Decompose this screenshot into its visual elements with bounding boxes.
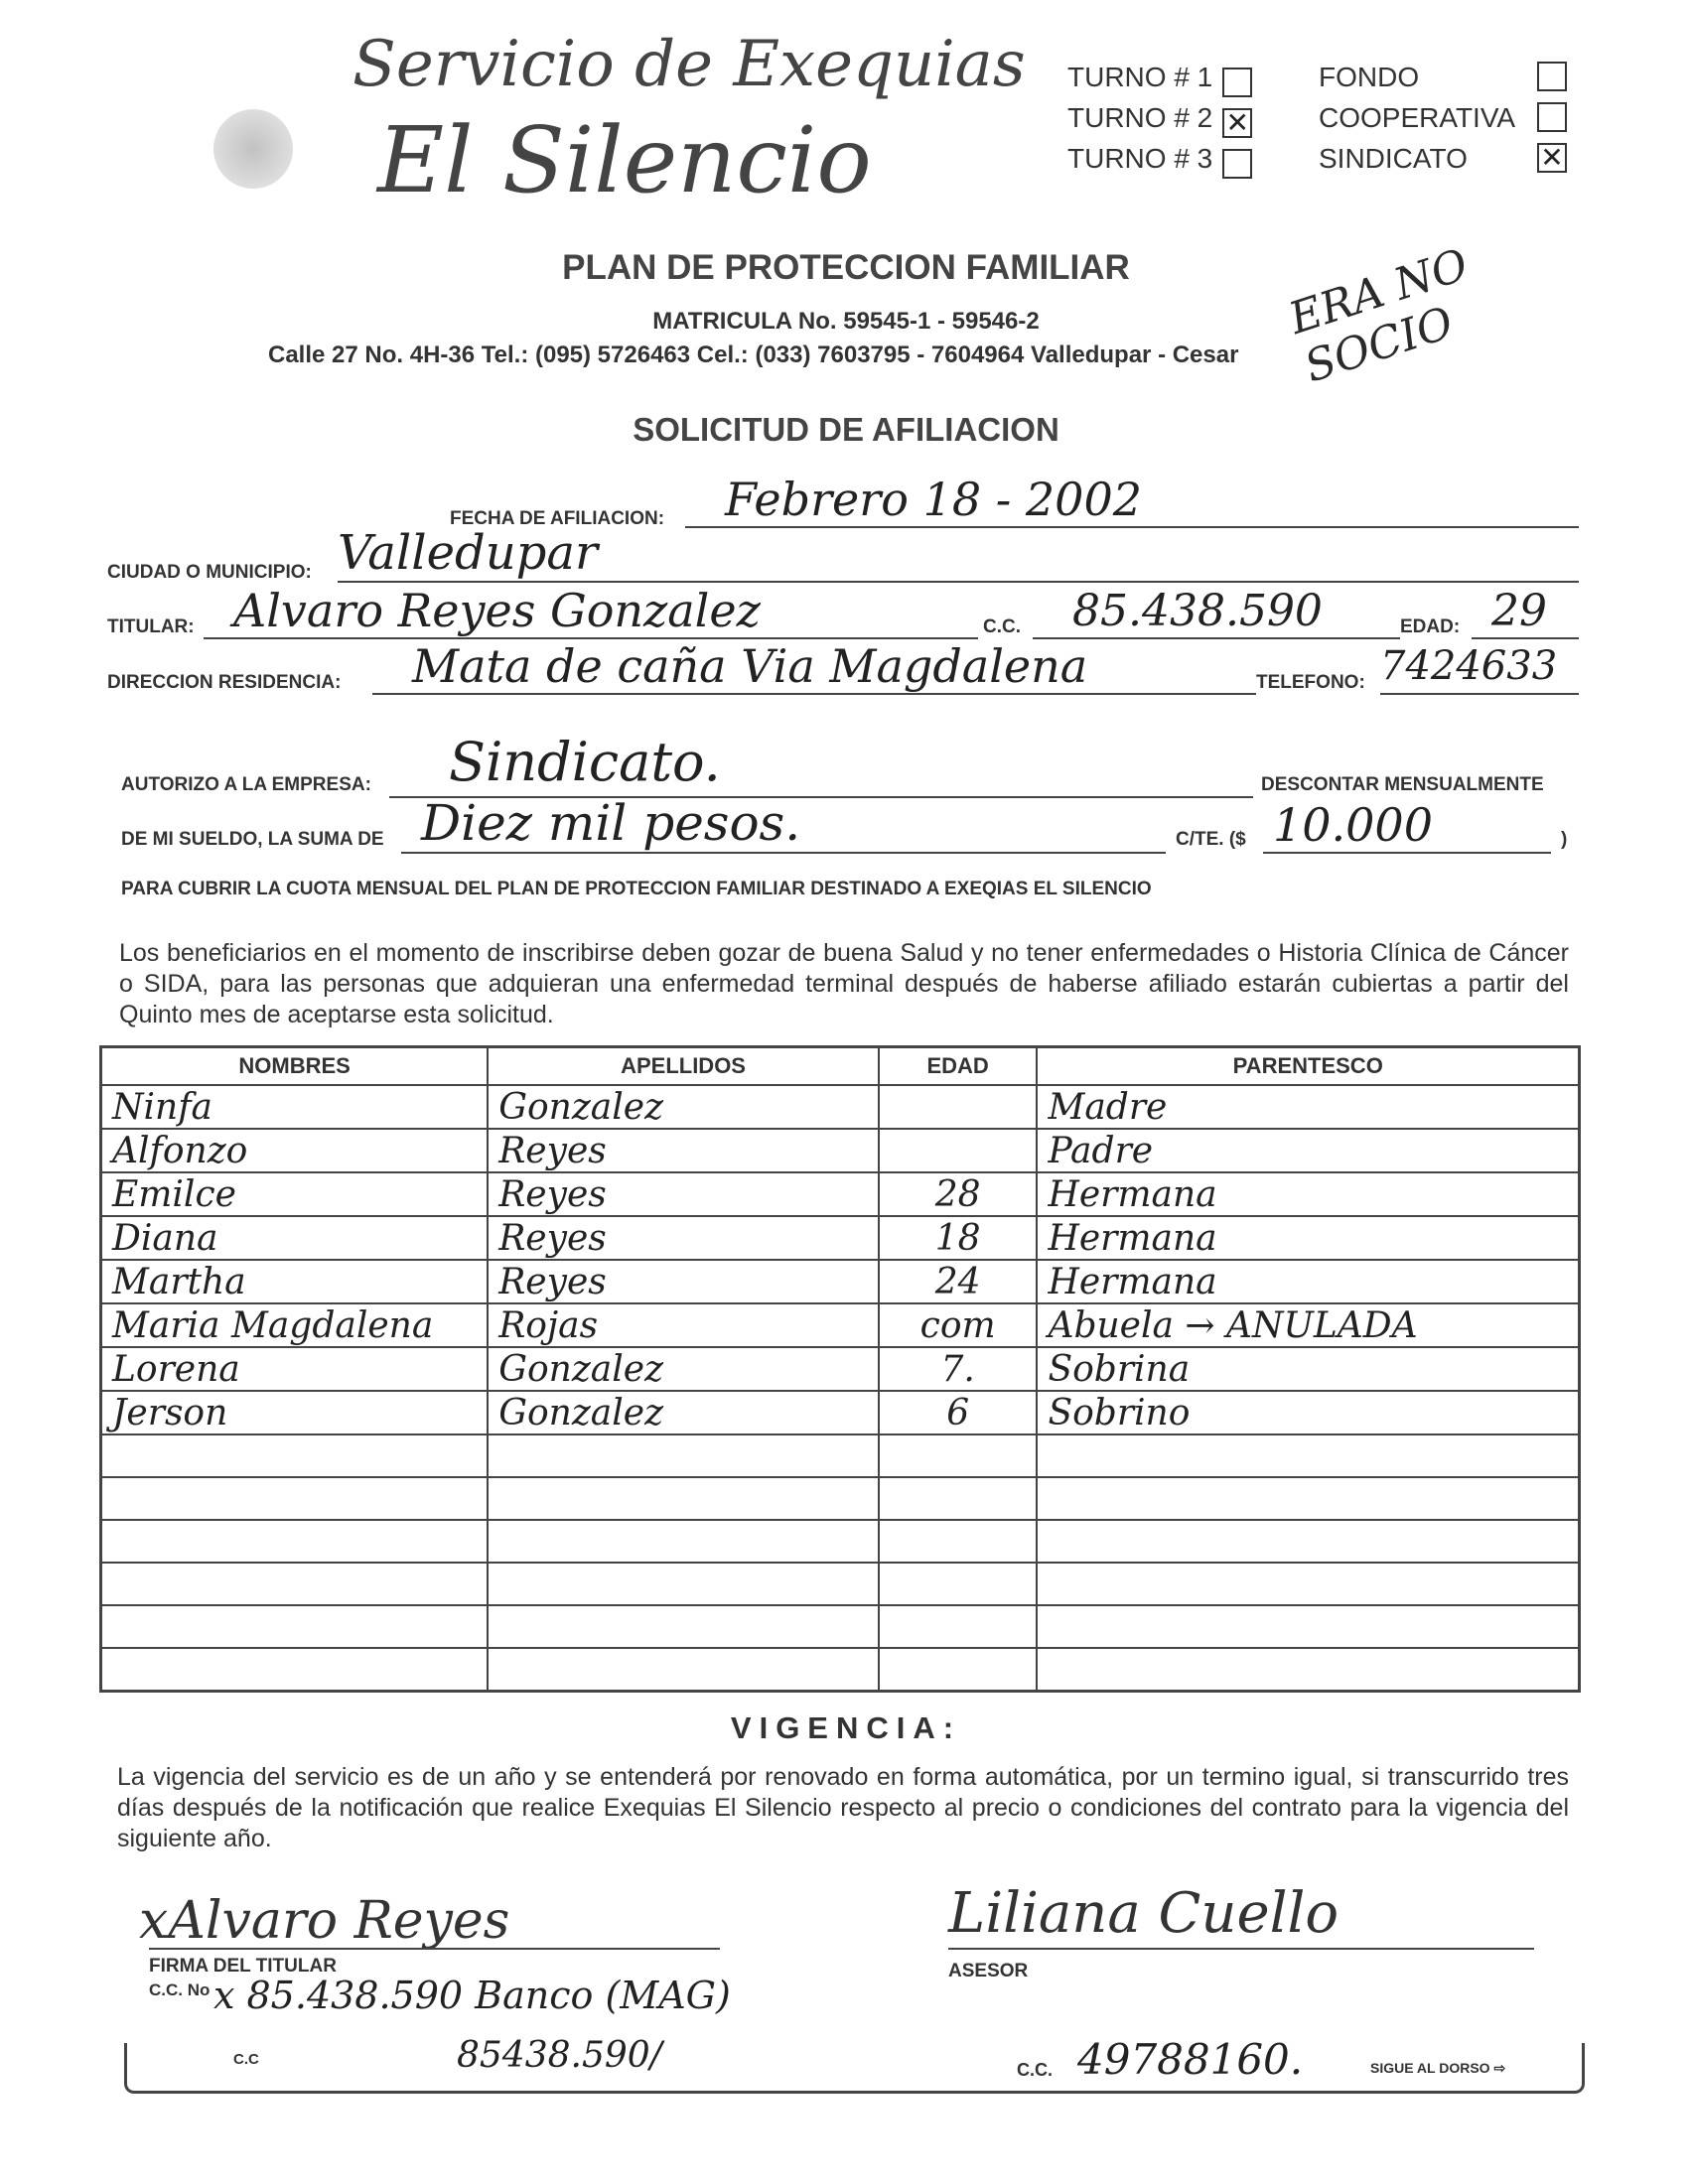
cell-edad[interactable] (879, 1477, 1038, 1520)
cell-edad[interactable]: 6 (879, 1391, 1038, 1434)
cell-parentesco[interactable] (1037, 1605, 1579, 1648)
cc-label: C.C. (983, 616, 1021, 637)
vigencia-text: La vigencia del servicio es de un año y se entenderá por renovado en forma automática, por un termino igual, si transcurrido tres días después de la notificación que realice Exequias El Silencio respecto al precio o condiciones del contrato para la vigencia del siguiente año. (117, 1763, 1569, 1852)
cell-edad[interactable] (879, 1605, 1038, 1648)
logo-emblem-icon (213, 109, 293, 189)
table-row (101, 1477, 1580, 1520)
ciudad-field[interactable] (338, 525, 1579, 583)
titular-value: Alvaro Reyes Gonzalez (233, 584, 761, 637)
option-turno-3[interactable]: TURNO # 3 (1067, 143, 1252, 184)
asesor-signature: Liliana Cuello (948, 1881, 1340, 1946)
cell-parentesco[interactable] (1037, 1563, 1579, 1605)
cell-nombre[interactable]: Maria Magdalena (101, 1303, 489, 1347)
option-fondo[interactable]: FONDO (1319, 62, 1567, 102)
sueldo-label: DE MI SUELDO, LA SUMA DE (121, 829, 384, 850)
cell-nombre[interactable] (101, 1477, 489, 1520)
cell-apellido[interactable]: Gonzalez (488, 1391, 879, 1434)
cell-edad[interactable] (879, 1520, 1038, 1563)
option-cooperativa[interactable]: COOPERATIVA (1319, 102, 1567, 143)
cell-parentesco[interactable]: Sobrina (1037, 1347, 1579, 1391)
table-row (101, 1260, 1580, 1303)
plan-title: PLAN DE PROTECCION FAMILIAR (562, 248, 1130, 287)
cell-edad[interactable] (879, 1434, 1038, 1477)
asesor-signature-line (948, 1948, 1534, 1950)
edad-field[interactable] (1472, 586, 1579, 639)
col-nombres: NOMBRES (101, 1047, 489, 1086)
cc-field[interactable] (1033, 586, 1400, 639)
edad-value: 29 (1491, 586, 1547, 636)
cell-parentesco[interactable]: Abuela → ANULADA (1037, 1303, 1579, 1347)
table-row (101, 1085, 1580, 1129)
logo-line2: El Silencio (377, 107, 872, 213)
telefono-label: TELEFONO: (1256, 672, 1365, 693)
cell-nombre[interactable] (101, 1648, 489, 1692)
matricula: MATRICULA No. 59545-1 - 59546-2 (652, 308, 1040, 335)
cell-nombre[interactable]: Alfonzo (101, 1129, 489, 1172)
titular-signature-line (149, 1948, 720, 1950)
cell-apellido[interactable] (488, 1477, 879, 1520)
cell-edad[interactable]: 24 (879, 1260, 1038, 1303)
autorizo-value: Sindicato. (449, 731, 721, 793)
cell-apellido[interactable]: Gonzalez (488, 1347, 879, 1391)
ciudad-value: Valledupar (338, 525, 598, 581)
cell-apellido[interactable] (488, 1434, 879, 1477)
col-edad: EDAD (879, 1047, 1038, 1086)
form-title: SOLICITUD DE AFILIACION (633, 411, 1059, 448)
cubrir-text: PARA CUBRIR LA CUOTA MENSUAL DEL PLAN DE PROTECCION FAMILIAR DESTINADO A EXEQIAS EL SILENCIO (121, 879, 1152, 899)
table-header-row (101, 1047, 1580, 1086)
telefono-field[interactable] (1380, 643, 1579, 695)
titular-field[interactable] (204, 584, 978, 639)
cell-nombre[interactable]: Jerson (101, 1391, 489, 1434)
turno-options (1067, 62, 1252, 184)
table-row (101, 1391, 1580, 1434)
cell-parentesco[interactable] (1037, 1520, 1579, 1563)
cc-left-value: 85438.590/ (457, 2035, 662, 2076)
cell-parentesco[interactable]: Hermana (1037, 1260, 1579, 1303)
beneficiaries-table (99, 1045, 1581, 1693)
bottom-frame (124, 2043, 1585, 2094)
vigencia-title: VIGENCIA: (730, 1710, 962, 1745)
sueldo-field[interactable] (401, 794, 1166, 854)
cc-left-label: C.C (233, 2051, 259, 2068)
table-row (101, 1347, 1580, 1391)
cell-parentesco[interactable] (1037, 1434, 1579, 1477)
edad-label: EDAD: (1400, 616, 1461, 637)
cell-apellido[interactable]: Reyes (488, 1216, 879, 1260)
cell-apellido[interactable]: Reyes (488, 1129, 879, 1172)
firma-label: FIRMA DEL TITULAR (149, 1956, 337, 1977)
beneficiarios-text: Los beneficiarios en el momento de inscribirse deben gozar de buena Salud y no tener enfermedades o Historia Clínica de Cáncer o SIDA, para las personas que adquieran una enfermedad terminal después de haberse afiliado estarán cubiertas a partir del Quinto mes de aceptarse esta solicitud. (119, 939, 1569, 1028)
tipo-options (1319, 62, 1567, 184)
option-turno-2[interactable]: TURNO # 2 ✕ (1067, 102, 1252, 143)
cell-apellido[interactable]: Reyes (488, 1172, 879, 1216)
cell-apellido[interactable] (488, 1520, 879, 1563)
titular-label: TITULAR: (107, 616, 195, 637)
option-sindicato[interactable]: SINDICATO ✕ (1319, 143, 1567, 184)
cc-right-label: C.C. (1017, 2060, 1053, 2080)
handwritten-annotation: ERA NO SOCIO (1283, 239, 1475, 393)
table-row (101, 1172, 1580, 1216)
col-apellidos: APELLIDOS (488, 1047, 879, 1086)
address: Calle 27 No. 4H-36 Tel.: (095) 5726463 Cel.: (033) 7603795 - 7604964 Valledupar - Cesar (268, 341, 1239, 368)
table-row (101, 1563, 1580, 1605)
cell-parentesco[interactable]: Hermana (1037, 1172, 1579, 1216)
cte-label: C/TE. ($ (1176, 829, 1246, 850)
cell-edad[interactable]: 28 (879, 1172, 1038, 1216)
fecha-label: FECHA DE AFILIACION: (450, 508, 665, 529)
cell-apellido[interactable]: Rojas (488, 1303, 879, 1347)
telefono-value: 7424633 (1380, 643, 1558, 689)
cell-apellido[interactable] (488, 1605, 879, 1648)
cell-parentesco[interactable] (1037, 1648, 1579, 1692)
cte-value: 10.000 (1273, 798, 1433, 852)
table-row (101, 1605, 1580, 1648)
sigue-al-dorso: SIGUE AL DORSO ⇨ (1370, 2060, 1506, 2076)
cte-close: ) (1561, 829, 1568, 850)
table-row (101, 1303, 1580, 1347)
ciudad-label: CIUDAD O MUNICIPIO: (107, 562, 312, 583)
cell-edad[interactable]: com (879, 1303, 1038, 1347)
cte-field[interactable] (1263, 798, 1551, 854)
cell-parentesco[interactable]: Hermana (1037, 1216, 1579, 1260)
cell-edad[interactable] (879, 1085, 1038, 1129)
cell-parentesco[interactable]: Sobrino (1037, 1391, 1579, 1434)
fecha-field[interactable] (685, 473, 1579, 528)
cell-nombre[interactable]: Ninfa (101, 1085, 489, 1129)
descontar-label: DESCONTAR MENSUALMENTE (1261, 774, 1544, 795)
cell-nombre[interactable] (101, 1434, 489, 1477)
direccion-field[interactable] (372, 639, 1256, 695)
col-parentesco: PARENTESCO (1037, 1047, 1579, 1086)
table-row (101, 1648, 1580, 1692)
logo-line1: Servicio de Exequias (352, 28, 1026, 101)
cc-value: 85.438.590 (1072, 586, 1323, 636)
cell-edad[interactable] (879, 1648, 1038, 1692)
cell-parentesco[interactable]: Padre (1037, 1129, 1579, 1172)
table-row (101, 1520, 1580, 1563)
checkbox-icon[interactable] (1222, 68, 1252, 97)
cell-nombre[interactable]: Lorena (101, 1347, 489, 1391)
cell-nombre[interactable] (101, 1563, 489, 1605)
direccion-label: DIRECCION RESIDENCIA: (107, 672, 342, 693)
sueldo-value: Diez mil pesos. (421, 794, 801, 852)
titular-signature: xAlvaro Reyes (139, 1891, 510, 1951)
cell-nombre[interactable]: Diana (101, 1216, 489, 1260)
cell-edad[interactable] (879, 1563, 1038, 1605)
cell-nombre[interactable]: Martha (101, 1260, 489, 1303)
cell-nombre[interactable]: Emilce (101, 1172, 489, 1216)
cc-right-value: 49788160. (1077, 2035, 1304, 2084)
table-row (101, 1129, 1580, 1172)
ccno-label: C.C. No (149, 1980, 211, 1999)
checkbox-icon[interactable] (1222, 149, 1252, 179)
cell-parentesco[interactable]: Madre (1037, 1085, 1579, 1129)
cell-edad[interactable]: 7. (879, 1347, 1038, 1391)
checkbox-checked-icon[interactable]: ✕ (1537, 143, 1567, 173)
cell-apellido[interactable] (488, 1563, 879, 1605)
cell-apellido[interactable]: Gonzalez (488, 1085, 879, 1129)
cell-apellido[interactable] (488, 1648, 879, 1692)
cell-nombre[interactable] (101, 1520, 489, 1563)
direccion-value: Mata de caña Via Magdalena (412, 639, 1088, 693)
checkbox-icon[interactable] (1537, 62, 1567, 91)
cell-edad[interactable]: 18 (879, 1216, 1038, 1260)
checkbox-icon[interactable] (1537, 102, 1567, 132)
ccno-value: x 85.438.590 Banco (MAG) (213, 1974, 731, 2017)
asesor-label: ASESOR (948, 1961, 1029, 1981)
table-row (101, 1216, 1580, 1260)
autorizo-field[interactable] (389, 731, 1253, 798)
autorizo-label: AUTORIZO A LA EMPRESA: (121, 774, 371, 795)
cell-parentesco[interactable] (1037, 1477, 1579, 1520)
cell-apellido[interactable]: Reyes (488, 1260, 879, 1303)
cell-nombre[interactable] (101, 1605, 489, 1648)
checkbox-checked-icon[interactable]: ✕ (1222, 108, 1252, 138)
cell-edad[interactable] (879, 1129, 1038, 1172)
fecha-value: Febrero 18 - 2002 (725, 473, 1142, 526)
option-turno-1[interactable]: TURNO # 1 (1067, 62, 1252, 102)
table-row (101, 1434, 1580, 1477)
